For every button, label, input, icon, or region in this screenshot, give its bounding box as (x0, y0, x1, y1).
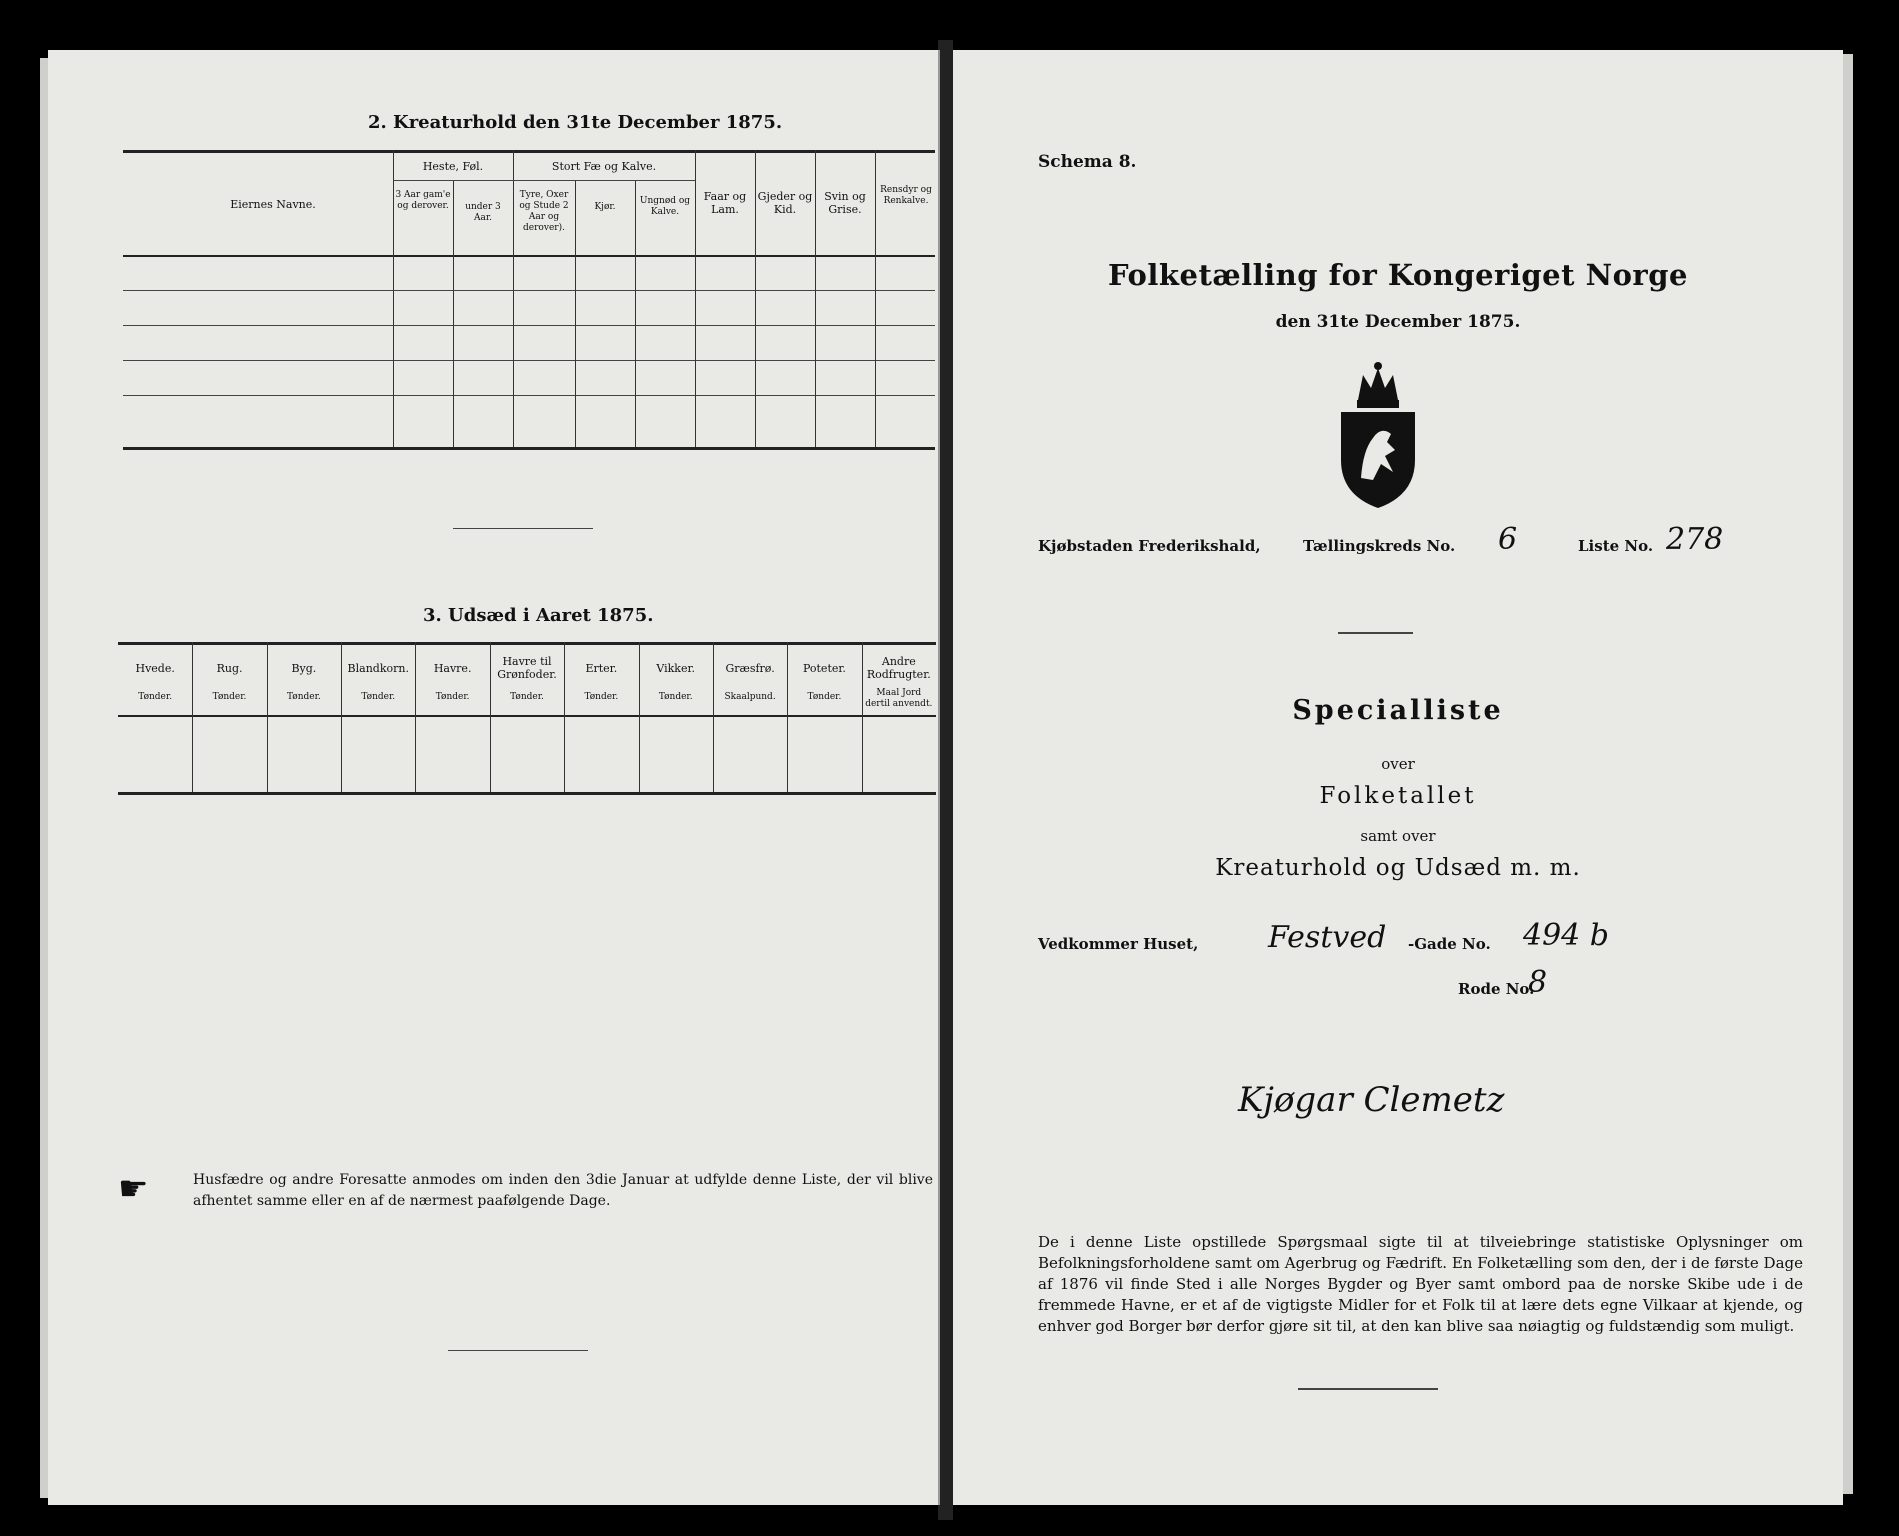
over-text: over (1381, 755, 1415, 773)
col-divider (453, 180, 454, 447)
seed-header-unit: Tønder. (658, 692, 693, 702)
seed-table-bottom-rule (118, 792, 936, 795)
header-pigs: Svin og Grise. (824, 190, 866, 216)
tellingskreds-label: Tællingskreds No. (1303, 537, 1456, 555)
book-gutter (938, 40, 953, 1520)
header-sheep: Faar og Lam. (703, 190, 747, 216)
header-owners: Eiernes Navne. (230, 198, 316, 211)
separator-rule (448, 1350, 588, 1351)
seed-col-divider (564, 642, 565, 792)
liste-label: Liste No. (1578, 537, 1654, 555)
gade-label: -Gade No. (1408, 935, 1491, 953)
seed-col-divider (862, 642, 863, 792)
section3-title: 3. Udsæd i Aaret 1875. (423, 605, 654, 626)
table-row-line (123, 395, 935, 396)
notice-text: Husfædre og andre Foresatte anmodes om inden den 3die Januar at udfylde denne Liste, der vil blive afhentet samme eller en af de nærmest paafølgende Dage. (193, 1172, 933, 1209)
col-divider (815, 150, 816, 447)
header-reindeer: Rensdyr og Renkalve. (880, 185, 932, 206)
schema-label: Schema 8. (1038, 152, 1137, 172)
page-edge-left (40, 58, 48, 1498)
folketallet-text: Folketallet (1319, 783, 1477, 809)
separator-rule (453, 528, 593, 529)
seed-header-name: Havre. (433, 662, 472, 675)
col-divider (513, 150, 514, 447)
header-horses-sub2: under 3 Aar. (465, 202, 501, 223)
header-cattle-sub1: Tyre, Oxer og Stude 2 Aar og derover). (519, 190, 569, 233)
census-title: Folketælling for Kongeriget Norge (1108, 258, 1688, 292)
seed-col-divider (192, 642, 193, 792)
table-row-line (123, 325, 935, 326)
col-divider (755, 150, 756, 447)
table-row-line (123, 360, 935, 361)
section2-title: 2. Kreaturhold den 31te December 1875. (368, 112, 783, 133)
seed-table-header-rule (118, 715, 936, 717)
header-horses-sub1: 3 Aar gam'e og derover. (395, 190, 451, 211)
separator-rule (1298, 1388, 1438, 1390)
seed-header-unit: Skaalpund. (724, 692, 776, 702)
seed-header-unit: Tønder. (584, 692, 619, 702)
right-page (953, 50, 1843, 1505)
kreaturhold-text: Kreaturhold og Udsæd m. m. (1215, 855, 1581, 881)
seed-header-unit: Tønder. (361, 692, 396, 702)
seed-header-name: Poteter. (802, 662, 846, 675)
coat-of-arms-icon (1333, 360, 1423, 510)
seed-header-name: Byg. (291, 662, 317, 675)
tellingskreds-value: 6 (1498, 522, 1518, 557)
rode-label: Rode No. (1458, 980, 1535, 998)
header-cattle-sub3: Ungnød og Kalve. (639, 196, 691, 217)
page-edge-right (1843, 54, 1853, 1494)
col-divider (695, 150, 696, 447)
seed-header-unit: Tønder. (435, 692, 470, 702)
seed-header-unit: Tønder. (807, 692, 842, 702)
seed-col-divider (713, 642, 714, 792)
table-top-rule (123, 150, 935, 153)
seed-header-unit: Maal Jord dertil anvendt. (865, 688, 933, 709)
seed-header-name: Græsfrø. (725, 662, 775, 675)
vedkommer-label: Vedkommer Huset, (1038, 935, 1199, 953)
seed-header-unit: Tønder. (287, 692, 321, 702)
col-divider (875, 150, 876, 447)
gade-value: 494 b (1523, 918, 1610, 953)
subheader-rule (393, 180, 513, 181)
seed-col-divider (415, 642, 416, 792)
samt-over-text: samt over (1360, 827, 1436, 845)
seed-header-unit: Tønder. (212, 692, 247, 702)
col-divider (393, 150, 394, 447)
kjobstaden-label: Kjøbstaden Frederikshald, (1038, 537, 1261, 555)
seed-col-divider (787, 642, 788, 792)
seed-header-name: Vikker. (656, 662, 696, 675)
census-date: den 31te December 1875. (1275, 312, 1521, 332)
col-divider (575, 180, 576, 447)
seed-header-name: Andre Rodfrugter. (866, 655, 931, 681)
subheader-rule (513, 180, 695, 181)
header-cattle-sub2: Kjør. (594, 202, 616, 212)
seed-header-name: Hvede. (135, 662, 175, 675)
table-bottom-rule (123, 447, 935, 450)
seed-header-name: Havre til Grønfoder. (497, 655, 557, 681)
seed-table-top-rule (118, 642, 936, 645)
header-goats: Gjeder og Kid. (757, 190, 813, 216)
street-value: Festved (1268, 920, 1387, 955)
separator-rule (1338, 632, 1413, 634)
liste-value: 278 (1666, 522, 1724, 557)
pointing-hand-icon: ☛ (118, 1169, 149, 1209)
seed-col-divider (490, 642, 491, 792)
explanation-paragraph: De i denne Liste opstillede Spørgsmaal sigte til at tilveiebringe statistiske Oplysninger om Befolkningsforholdene samt om Agerbrug og Fædrift. En Folketælling som den, der i de første Dage af 1876 vil finde Sted i alle Norges Bygder og Byer samt ombord paa de norske Skibe ude i de fremmede Havne, er et af de vigtigste Midler for et Folk til at lære dets egne Vilkaar at kjende, og enhver god Borger bør derfor gjøre sit til, at den kan blive saa nøiagtig og fuldstændig som muligt. (1038, 1233, 1803, 1335)
header-cattle: Stort Fæ og Kalve. (551, 160, 657, 173)
seed-header-unit: Tønder. (138, 692, 173, 702)
signature: Kjøgar Clemetz (1238, 1080, 1505, 1120)
table-row-line (123, 290, 935, 291)
seed-col-divider (267, 642, 268, 792)
seed-header-name: Rug. (216, 662, 243, 675)
seed-header-unit: Tønder. (510, 692, 544, 702)
left-page (48, 50, 940, 1505)
seed-header-name: Blandkorn. (347, 662, 409, 675)
seed-col-divider (341, 642, 342, 792)
rode-value: 8 (1528, 965, 1548, 1000)
header-horses: Heste, Føl. (422, 160, 484, 173)
specialliste-title: Specialliste (1292, 695, 1504, 726)
table-header-rule (123, 255, 935, 257)
seed-header-name: Erter. (585, 662, 618, 675)
seed-col-divider (639, 642, 640, 792)
col-divider (635, 180, 636, 447)
